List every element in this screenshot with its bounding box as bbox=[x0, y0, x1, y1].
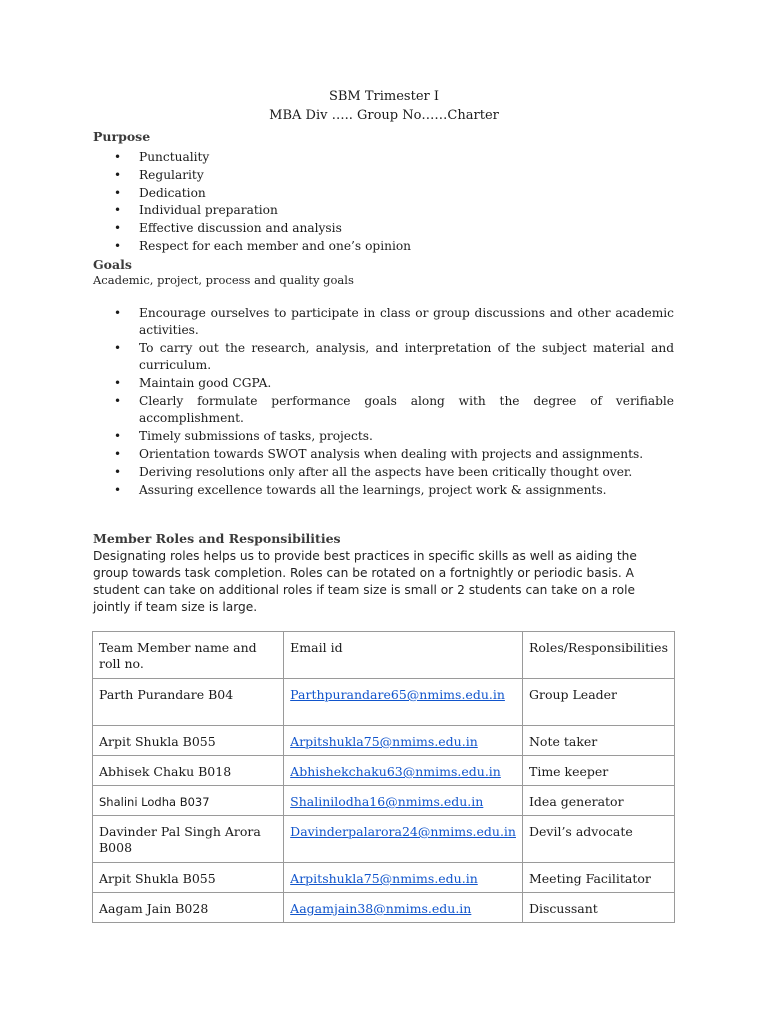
list-item: • Deriving resolutions only after all the aspects have been critically thought over. bbox=[93, 464, 674, 481]
goals-list bbox=[93, 305, 674, 500]
roles-description: Designating roles helps us to provide best practices in specific skills as well as aiding the group towards task completion. Roles can be rotated on a fortnightly or periodic basis. A student can take on additional roles if team size is small or 2 students can take on a role jointly if team size is large. bbox=[93, 549, 637, 614]
list-item: • Assuring excellence towards all the learnings, project work & assignments. bbox=[93, 482, 674, 499]
member-role: Discussant bbox=[522, 893, 674, 923]
list-item: • Dedication bbox=[93, 185, 674, 203]
table-header-row bbox=[93, 632, 675, 679]
member-name: Shalini Lodha B037 bbox=[93, 786, 284, 816]
goals-heading: Goals bbox=[93, 257, 132, 272]
column-header-role: Roles/Responsibilities bbox=[522, 632, 674, 679]
list-item: • Timely submissions of tasks, projects. bbox=[93, 428, 674, 445]
list-item: • Clearly formulate performance goals along with the degree of verifiable accomplishment. bbox=[93, 393, 674, 427]
purpose-heading: Purpose bbox=[93, 129, 151, 144]
purpose-list bbox=[93, 149, 674, 256]
list-item: • Encourage ourselves to participate in class or group discussions and other academic activities. bbox=[93, 305, 674, 339]
email-link[interactable]: Shalinilodha16@nmims.edu.in bbox=[290, 794, 484, 809]
document-title: SBM Trimester I bbox=[328, 89, 440, 104]
goals-subtitle: Academic, project, process and quality goals bbox=[93, 273, 354, 287]
table-row bbox=[93, 679, 675, 726]
member-name: Parth Purandare B04 bbox=[93, 679, 284, 726]
roles-table bbox=[92, 631, 675, 923]
member-name: Arpit Shukla B055 bbox=[93, 726, 284, 756]
column-header-email: Email id bbox=[284, 632, 523, 679]
member-role: Note taker bbox=[522, 726, 674, 756]
member-role: Idea generator bbox=[522, 786, 674, 816]
list-item: • To carry out the research, analysis, and interpretation of the subject material and curriculum. bbox=[93, 340, 674, 374]
table-row bbox=[93, 816, 675, 863]
member-name: Davinder Pal Singh Arora B008 bbox=[93, 816, 284, 863]
member-role: Devil’s advocate bbox=[522, 816, 674, 863]
email-link[interactable]: Arpitshukla75@nmims.edu.in bbox=[290, 734, 478, 749]
email-link[interactable]: Arpitshukla75@nmims.edu.in bbox=[290, 871, 478, 886]
list-item: • Punctuality bbox=[93, 149, 674, 167]
list-item: • Respect for each member and one’s opinion bbox=[93, 238, 674, 256]
document-subtitle: MBA Div ….. Group No……Charter bbox=[269, 108, 499, 123]
list-item: • Effective discussion and analysis bbox=[93, 220, 674, 238]
table-row bbox=[93, 726, 675, 756]
member-role: Group Leader bbox=[522, 679, 674, 726]
email-link[interactable]: Aagamjain38@nmims.edu.in bbox=[290, 901, 472, 916]
table-row bbox=[93, 893, 675, 923]
list-item: • Regularity bbox=[93, 167, 674, 185]
member-name: Abhisek Chaku B018 bbox=[93, 756, 284, 786]
list-item: • Orientation towards SWOT analysis when dealing with projects and assignments. bbox=[93, 446, 674, 463]
email-link[interactable]: Davinderpalarora24@nmims.edu.in bbox=[290, 824, 516, 839]
member-role: Time keeper bbox=[522, 756, 674, 786]
table-row bbox=[93, 786, 675, 816]
member-name: Arpit Shukla B055 bbox=[93, 863, 284, 893]
member-name: Aagam Jain B028 bbox=[93, 893, 284, 923]
list-item: • Maintain good CGPA. bbox=[93, 375, 674, 392]
member-role: Meeting Facilitator bbox=[522, 863, 674, 893]
table-row bbox=[93, 863, 675, 893]
roles-heading: Member Roles and Responsibilities bbox=[93, 531, 341, 546]
table-row bbox=[93, 756, 675, 786]
email-link[interactable]: Abhishekchaku63@nmims.edu.in bbox=[290, 764, 501, 779]
list-item: • Individual preparation bbox=[93, 202, 674, 220]
column-header-name: Team Member name and roll no. bbox=[93, 632, 284, 679]
email-link[interactable]: Parthpurandare65@nmims.edu.in bbox=[290, 687, 505, 702]
